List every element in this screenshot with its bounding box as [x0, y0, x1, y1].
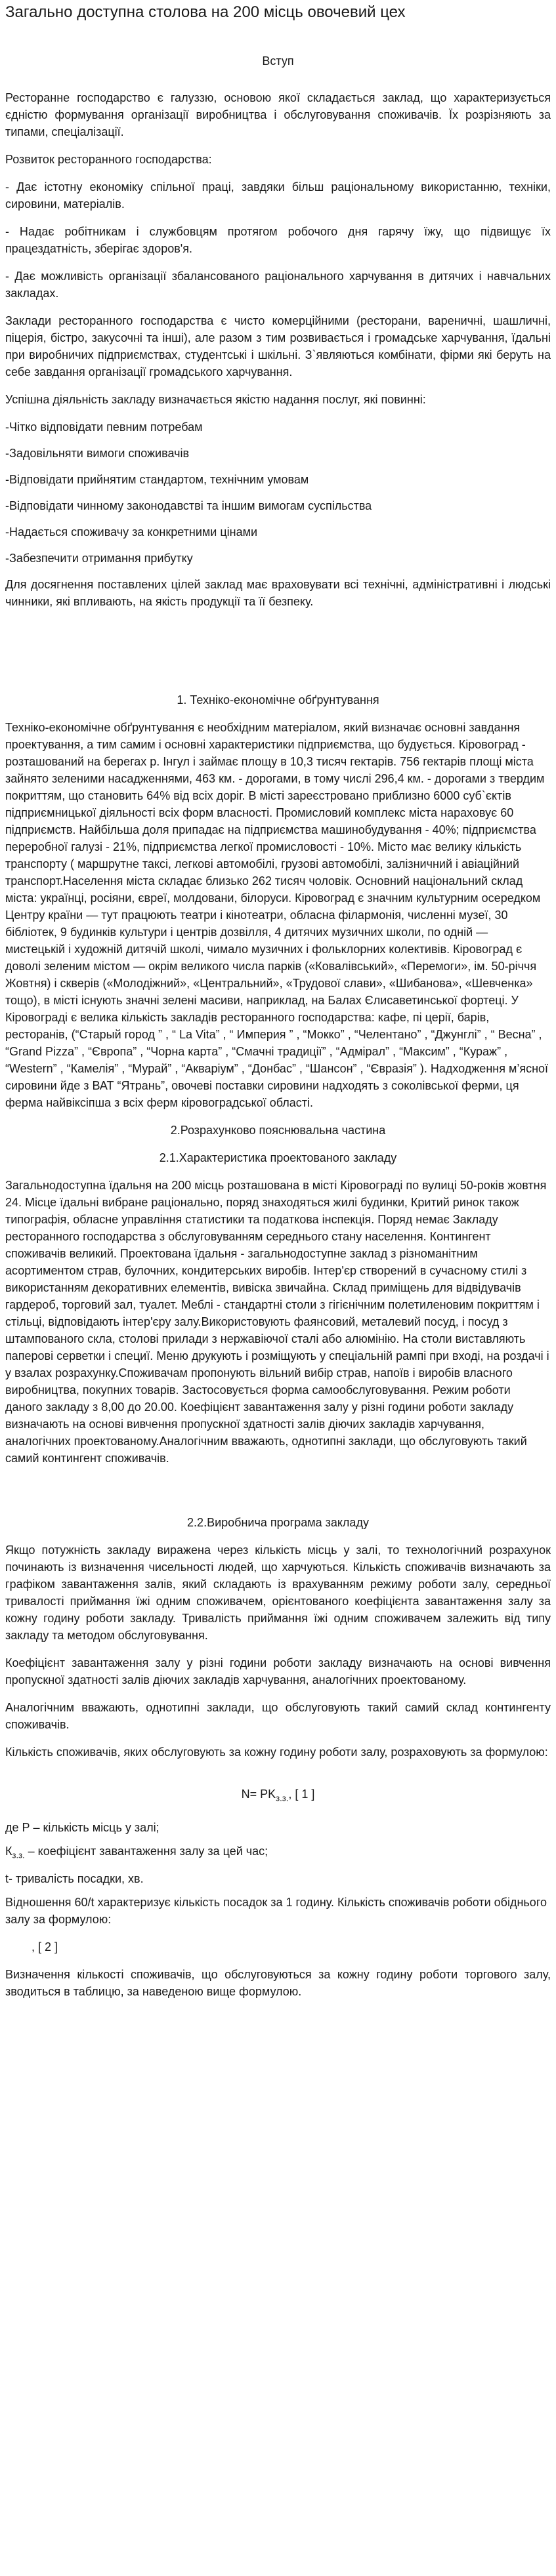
document-page — [0, 1, 556, 2576]
intro-paragraph-1: Ресторанне господарство є галуззю, основою якої складається заклад, що характеризується єдністю формування організації виробництва і обслуговування споживачів. Їх розрізняють за типами, спеціалізації. — [5, 91, 551, 138]
subsection-2-2-paragraph-4: Кількість споживачів, яких обслуговують за кожну годину роботи залу, розраховують за формулою: — [5, 1746, 548, 1759]
section-2-heading: 2.Розрахунково пояснювальна частина — [170, 1124, 386, 1137]
section-1-heading: 1. Техніко-економічне обґрунтування — [177, 693, 379, 706]
final-paragraph: Визначення кількості споживачів, що обслуговуються за кожну годину роботи торгового залу, зводиться в таблицю, за наведеною вище формулою. — [5, 1968, 551, 1999]
spacer — [5, 621, 551, 691]
intro-paragraph-7: Успішна діяльність закладу визначається якістю надання послуг, які повинні: — [5, 393, 426, 406]
list-item: -Надається споживачу за конкретними цінами — [5, 525, 258, 539]
subsection-2-2-heading: 2.2.Виробнича програма закладу — [187, 1516, 369, 1529]
list-item: -Забезпечити отримання прибутку — [5, 552, 193, 565]
list-item: -Задовільняти вимоги споживачів — [5, 447, 190, 460]
formula-1 — [5, 1786, 551, 1807]
section-1-paragraph: Техніко-економічне обґрунтування є необхідним матеріалом, який визначає основні завдання проектування, а тим самим і основні характеристики підприємства, що будується. Кіровоград - розташований на берегах р. Інгул і займає площу в 10,3 тисяч гектарів. 756 гектарів площі міста зайнято зеленими насадженнями, 463 км. - дорогами, в тому числі 296,4 км. - дорогами з твердим покриттям, що становить 64% від всіх доріг. В місті зареєстровано приблизно 6000 суб`єктів підприємницької діяльності всіх форм власності. Промисловий комплекс міста нараховує 60 підприємств. Найбільша доля припадає на підприємства машинобудування - 40%; підприємства переробної галузі - 21%, підприємства легкої промисловості - 10%. Місто має велику кількість транспорту ( маршрутне таксі, легкові автомобілі, грузові автомобілі, залізничний і авіаційний транспорт.Населення міста складає близько 262 тисяч чоловік. Основний національний склад міста: українці, росіяни, євреї, молдовани, білоруси. Кіровоград є значним культурним осередком Центру країни — тут працюють театри і кінотеатри, обласна філармонія, численні музеї, 30 бібліотек, 9 будинків культури і центрів дозвілля, 4 дитячих музичних школи, по одній — мистецькій і художній дитячій школі, чимало музичних і фольклорних колективів. Кіровоград є доволі зеленим містом — окрім великого числа парків («Ковалівський», «Перемоги», ім. 50-річчя Жовтня) і скверів («Молодіжний», «Центральний», «Трудової слави», «Шибанова», «Шевченка» тощо), в місті існують значні зелені масиви, наприклад, на Балах Єлисаветинської фортеці. У Кіровограді є велика кількість закладів ресторанного господарства: кафе, пі церії, барів, ресторанів, (“Старый город ” , “ La Vita” , “ Империя ” , “Мокко” , “Челентано” , “Джунглі” , “ Весна” , “Grand Pizza” , “Європа” , “Чорна карта” , “Смачні традиції” , “Адмірал” , “Максим” , “Кураж” , “Western” , “Камелія” , “Мурай” , “Акваріум” , “Донбас” , “Шансон” , “Євразія” ). Надходження м’ясної сировини йде з ВАТ “Ятрань”, овочеві поставки сировини надходять з соколівської ферми, ця ферма найвіксіпша з всіх ферм кіровоградської області. — [5, 721, 549, 1109]
intro-paragraph-5: - Дає можливість організації збалансованого раціонального харчування в дитячих і навчальних закладах. — [5, 270, 551, 300]
list-item: -Відповідати чинному законодавстві та іншим вимогам суспільства — [5, 499, 372, 512]
list-item: -Відповідати прийнятим стандартом, технічним умовам — [5, 473, 309, 486]
subsection-2-2-paragraph-2: Коефіцієнт завантаження залу у різні години роботи закладу визначають на основі вивчення пропускної здатності залів діючих закладів харчування, аналогічних проектованому. — [5, 1656, 551, 1687]
spacer — [5, 1477, 551, 1514]
subsection-2-1-paragraph: Загальнодоступна їдальня на 200 місць розташована в місті Кіровограді по вулиці 50-років жовтня 24. Місце їдальні вибране раціонально, поряд знаходяться жилі будинки, Критий ринок також типографія, обласне управління статистики та податкова інспекція. Поряд немає Закладу ресторанного господарства з обслуговуванням середнього стану населення. Контингент споживачів великий. Проектована їдальня - загальнодоступне заклад з різноманітним асортиментом страв, булочних, кондитерських виробів. Інтер'єр створений в сучасному стилі з використанням декоративних елементів, вивіска звичайна. Склад приміщень для відвідувачів гардероб, торговий зал, туалет. Меблі - стандартні столи з гігієнічним полетиленовим покриттям і стільці, відповідають інтер'єру залу.Використовують фаянсовий, металевий посуд, і посуд з штампованого скла, столові прилади з нержавіючої сталі або алюмінію. На столи виставляють паперові серветки і специї. Меню друкують і розміщують у спеціальній рампі при вході, на роздачі і у взалах розрахунку.Споживачам пропонують вільний вибір страв, напоїв і виробів власного виробництва, покупних товарів. Застосовується форма самообслуговування. Режим роботи даного закладу з 8,00 до 20.00. Коефіцієнт завантаження залу у різні години роботи закладу визначають на основі вивчення пропускної здатності залів діючих закладів харчування, аналогічних проектованому.Аналогічним вважають, однотипні заклади, що обслуговують такий самий контингент споживачів. — [5, 1179, 549, 1465]
document-title: Загально доступна столова на 200 місць овочевий цех — [5, 3, 406, 21]
formula-1-main: N= PK — [241, 1788, 276, 1801]
intro-paragraph-8: Для досягнення поставлених цілей заклад має враховувати всі технічні, адміністративні і людські чинники, які впливають, на якість продукції та її безпеку. — [5, 578, 551, 608]
intro-requirements-list — [5, 419, 551, 567]
intro-paragraph-3: - Дає істотну економіку спільної праці, завдяки більш раціональному використанню, техніки, сировини, матеріалів. — [5, 180, 551, 211]
subsection-2-2-paragraph-1: Якщо потужність закладу виражена через кількість місць у залі, то технологічний розрахунок починають із визначення чисельності людей, що харчуються. Кількість споживачів визначають за графіком завантаження залів, який складають із врахуванням режиму роботи залу, середньої тривалості приймання їжі одним споживачем, орієнтованого коефіцієнта завантаження залу за кожну годину роботи закладу. Тривалість приймання їжі одним споживачем залежить від типу закладу та методом обслуговування. — [5, 1544, 551, 1642]
definition-kzz-subscript: з.з. — [12, 1850, 25, 1860]
definition-t: t- тривалість посадки, хв. — [5, 1872, 144, 1886]
subsection-2-1-heading: 2.1.Характеристика проектованого закладу — [159, 1151, 397, 1164]
intro-heading: Вступ — [262, 54, 294, 68]
list-item: -Чітко відповідати певним потребам — [5, 420, 203, 434]
paragraph-60t: Відношення 60/t характеризує кількість посадок за 1 годину. Кількість споживачів роботи обіднього залу за формулою: — [5, 1896, 547, 1927]
intro-paragraph-4: - Надає робітникам і службовцям протягом робочого дня гарячу їжу, що підвищує їх працездатність, зберігає здоров'я. — [5, 225, 551, 255]
definition-p: де Р – кількість місць у залі; — [5, 1820, 160, 1834]
intro-paragraph-6: Заклади ресторанного господарства є чисто комерційними (ресторани, вареничні, шашличні, піцерія, бістро, закусочні та інші), але разом з тим розвивається і громадське харчування, їдальні при виробничих підприємствах, студентські і шкільні. З`являються комбінати, фірми які беруть на себе завдання організації громадського харчування. — [5, 314, 551, 378]
formula-1-reference: , [ 1 ] — [288, 1788, 315, 1801]
subsection-2-2-paragraph-3: Аналогічним вважають, однотипні заклади, що обслуговують такий самий склад контингенту споживачів. — [5, 1701, 551, 1731]
formula-2: , [ 2 ] — [32, 1940, 58, 1954]
formula-1-subscript: з.з. — [276, 1793, 289, 1803]
definition-kzz-symbol: К — [5, 1844, 12, 1858]
definition-kzz — [5, 1843, 551, 1864]
definition-kzz-text: – коефіцієнт завантаження залу за цей час; — [24, 1844, 268, 1858]
intro-paragraph-2: Розвиток ресторанного господарства: — [5, 153, 212, 166]
